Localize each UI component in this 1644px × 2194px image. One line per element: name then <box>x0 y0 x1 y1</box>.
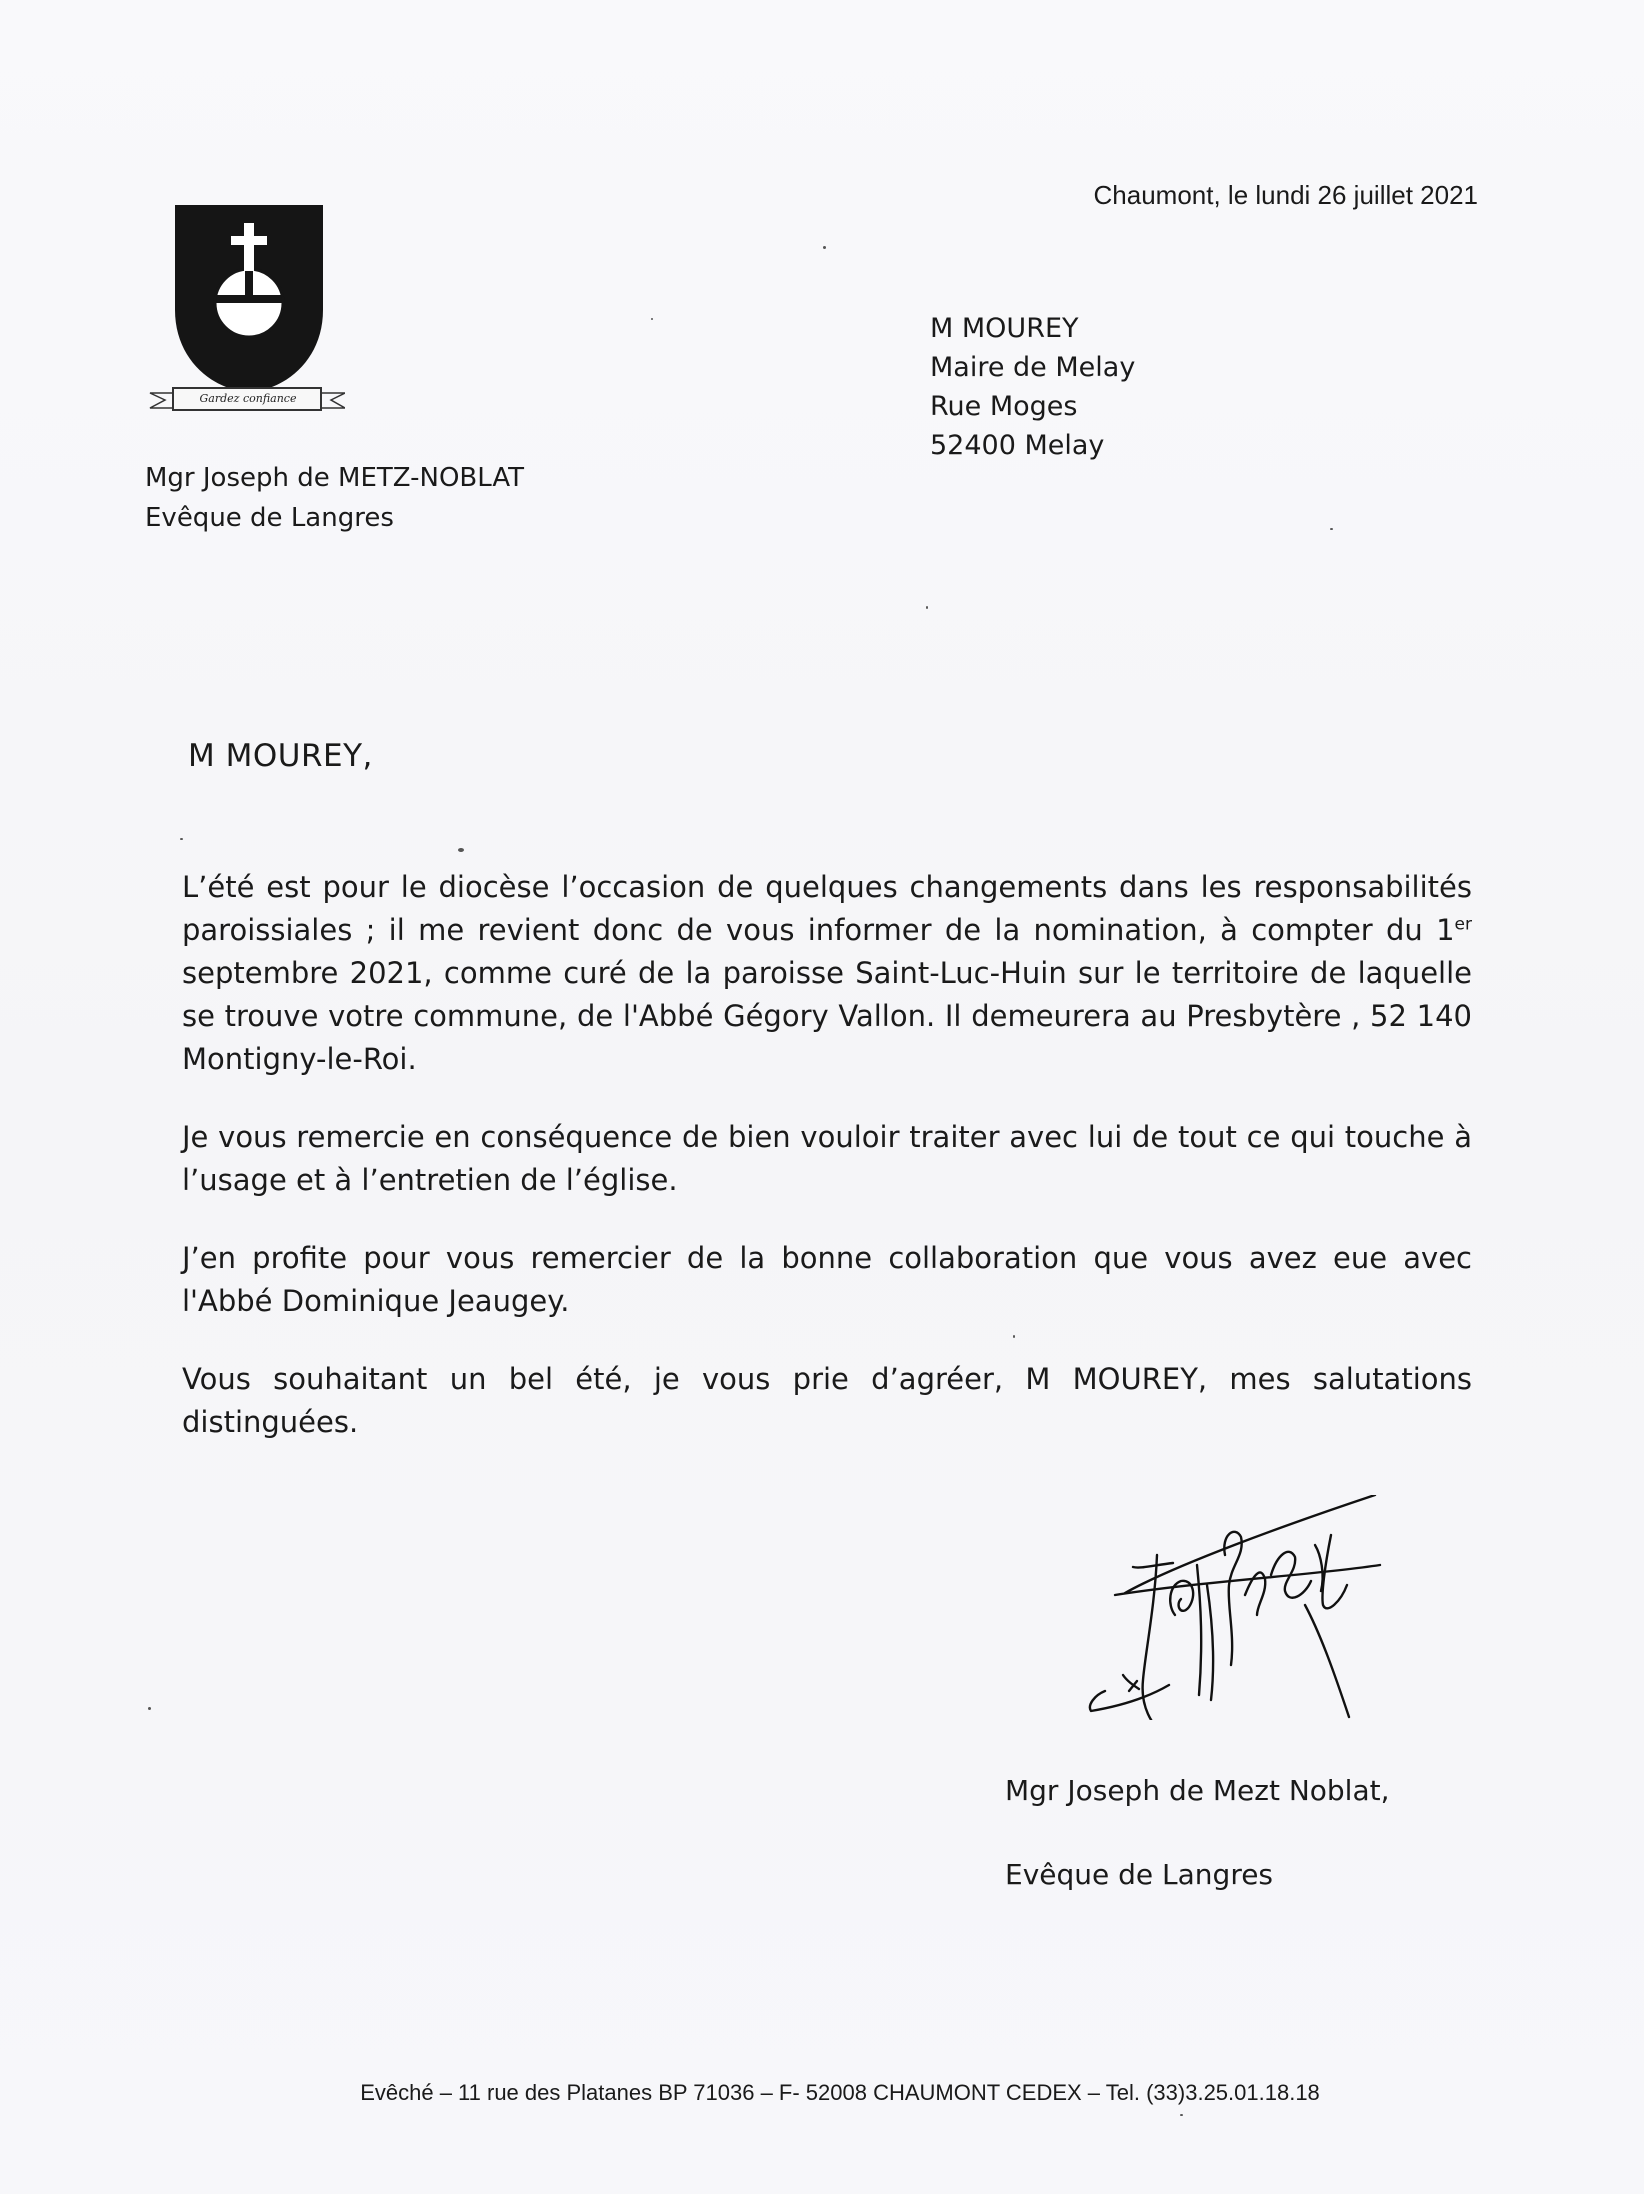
paragraph-closing-wishes: Vous souhaitant un bel été, je vous prie d’agréer, M MOUREY, mes salutations distinguées. <box>182 1362 1472 1439</box>
recipient-city: 52400 Melay <box>930 430 1105 461</box>
recipient-name: M MOUREY <box>930 313 1079 344</box>
scan-speck <box>148 1707 151 1710</box>
salutation: M MOUREY, <box>188 738 373 774</box>
sender-name: Mgr Joseph de METZ-NOBLAT <box>145 463 524 493</box>
paragraph-nomination-end: septembre 2021, comme curé de la paroisse Saint-Luc-Huin sur le territoire de laquelle se trouve votre commune, de l'Abbé Gégory Vallon. Il demeurera au Presbytère , 52 140 Montigny-le-Roi. <box>182 956 1472 1076</box>
recipient-address <box>930 309 1135 465</box>
scan-speck <box>651 318 653 320</box>
scan-speck <box>458 848 464 852</box>
paragraph-nomination-start: L’été est pour le diocèse l’occasion de quelques changements dans les responsabilités paroissiales ; il me revient donc de vous informer de la nomination, à compter du 1 <box>182 870 1472 947</box>
closing-title: Evêque de Langres <box>1005 1858 1274 1891</box>
scan-speck <box>1180 2114 1183 2116</box>
paragraph-thanks: Je vous remercie en conséquence de bien vouloir traiter avec lui de tout ce qui touche à l’usage et à l’entretien de l’église. <box>182 1120 1472 1197</box>
ordinal-superscript: er <box>1454 914 1472 935</box>
sender-block <box>145 458 524 538</box>
recipient-role: Maire de Melay <box>930 352 1136 383</box>
paragraph-collaboration: J’en profite pour vous remercier de la bonne collaboration que vous avez eue avec l'Abbé Dominique Jeaugey. <box>182 1241 1472 1318</box>
letter-body <box>182 866 1472 1479</box>
scan-speck <box>1013 1335 1015 1338</box>
letter-footer: Evêché – 11 rue des Platanes BP 71036 – F- 52008 CHAUMONT CEDEX – Tel. (33)3.25.01.18.18 <box>360 2080 1320 2105</box>
scan-speck <box>926 606 928 609</box>
recipient-street: Rue Moges <box>930 391 1078 422</box>
letter-date: Chaumont, le lundi 26 juillet 2021 <box>1093 180 1478 210</box>
closing-name: Mgr Joseph de Mezt Noblat, <box>1005 1774 1390 1807</box>
scan-speck <box>180 838 183 840</box>
crest-shield-icon <box>145 200 345 420</box>
paragraph-nomination <box>182 866 1472 1081</box>
scan-speck <box>823 246 826 249</box>
closing-signature-block <box>1005 1770 1390 1896</box>
scan-speck <box>1330 528 1333 530</box>
handwritten-signature <box>1085 1495 1385 1720</box>
sender-title: Evêque de Langres <box>145 503 394 533</box>
diocese-crest-logo <box>145 200 345 420</box>
crest-motto: Gardez confiance <box>199 392 297 405</box>
